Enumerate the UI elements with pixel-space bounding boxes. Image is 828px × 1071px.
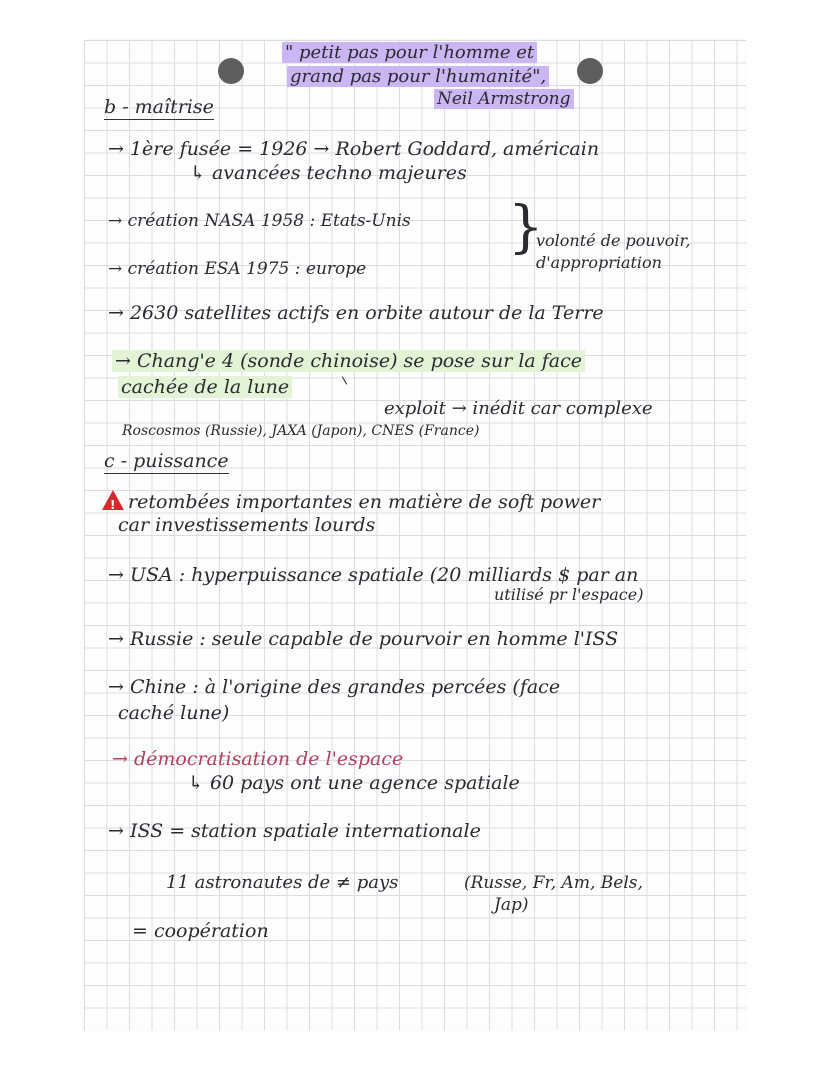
section-c-line-5: → Russie : seule capable de pourvoir en homme l'ISS <box>108 628 619 650</box>
quote-line-2: grand pas pour l'humanité", <box>287 66 549 88</box>
section-c-line-7: caché lune) <box>118 702 230 724</box>
brace-note-1: volonté de pouvoir, <box>536 231 691 250</box>
section-b-line-5: → 2630 satellites actifs en orbite autour de la Terre <box>108 302 604 324</box>
binder-hole-right <box>577 58 603 84</box>
section-b-line-3: → création NASA 1958 : Etats-Unis <box>108 211 411 231</box>
section-b-line-9: Roscosmos (Russie), JAXA (Japon), CNES (France) <box>122 423 480 439</box>
section-c-line-13: Jap) <box>494 895 529 915</box>
warning-icon <box>102 490 124 510</box>
section-c-line-8: → démocratisation de l'espace <box>112 748 404 770</box>
section-c-line-14: = coopération <box>132 920 269 942</box>
section-b-line-4: → création ESA 1975 : europe <box>108 259 367 279</box>
section-c-line-4: utilisé pr l'espace) <box>494 585 644 604</box>
section-c-line-11: 11 astronautes de ≠ pays <box>166 872 399 893</box>
section-c-line-3: → USA : hyperpuissance spatiale (20 milliards $ par an <box>108 564 639 586</box>
section-b-line-6: → Chang'e 4 (sonde chinoise) se pose sur la face <box>112 350 585 372</box>
section-b-line-8: exploit → inédit car complexe <box>384 398 653 419</box>
section-c-line-2: car investissements lourds <box>118 514 376 536</box>
section-c-line-9: ↳ 60 pays ont une agence spatiale <box>188 772 520 794</box>
section-b-line-2: ↳ avancées techno majeures <box>190 162 467 184</box>
section-b-line-1: → 1ère fusée = 1926 → Robert Goddard, américain <box>108 138 600 160</box>
section-c-title: c - puissance <box>104 450 229 472</box>
section-c-line-1: !retombées importantes en matière de soft power <box>102 490 600 513</box>
curly-brace: } <box>508 195 544 260</box>
section-c-line-10: → ISS = station spatiale internationale <box>108 820 481 842</box>
binder-hole-left <box>218 58 244 84</box>
section-c-line-6: → Chine : à l'origine des grandes percées (face <box>108 676 561 698</box>
quote-line-1: " petit pas pour l'homme et <box>282 42 537 64</box>
section-c-line-12: (Russe, Fr, Am, Bels, <box>464 873 643 893</box>
section-b-line-7: cachée de la lune <box>118 376 292 398</box>
quote-author: Neil Armstrong <box>434 88 574 110</box>
brace-note-2: d'appropriation <box>536 253 662 272</box>
section-b-title: b - maîtrise <box>104 96 214 118</box>
